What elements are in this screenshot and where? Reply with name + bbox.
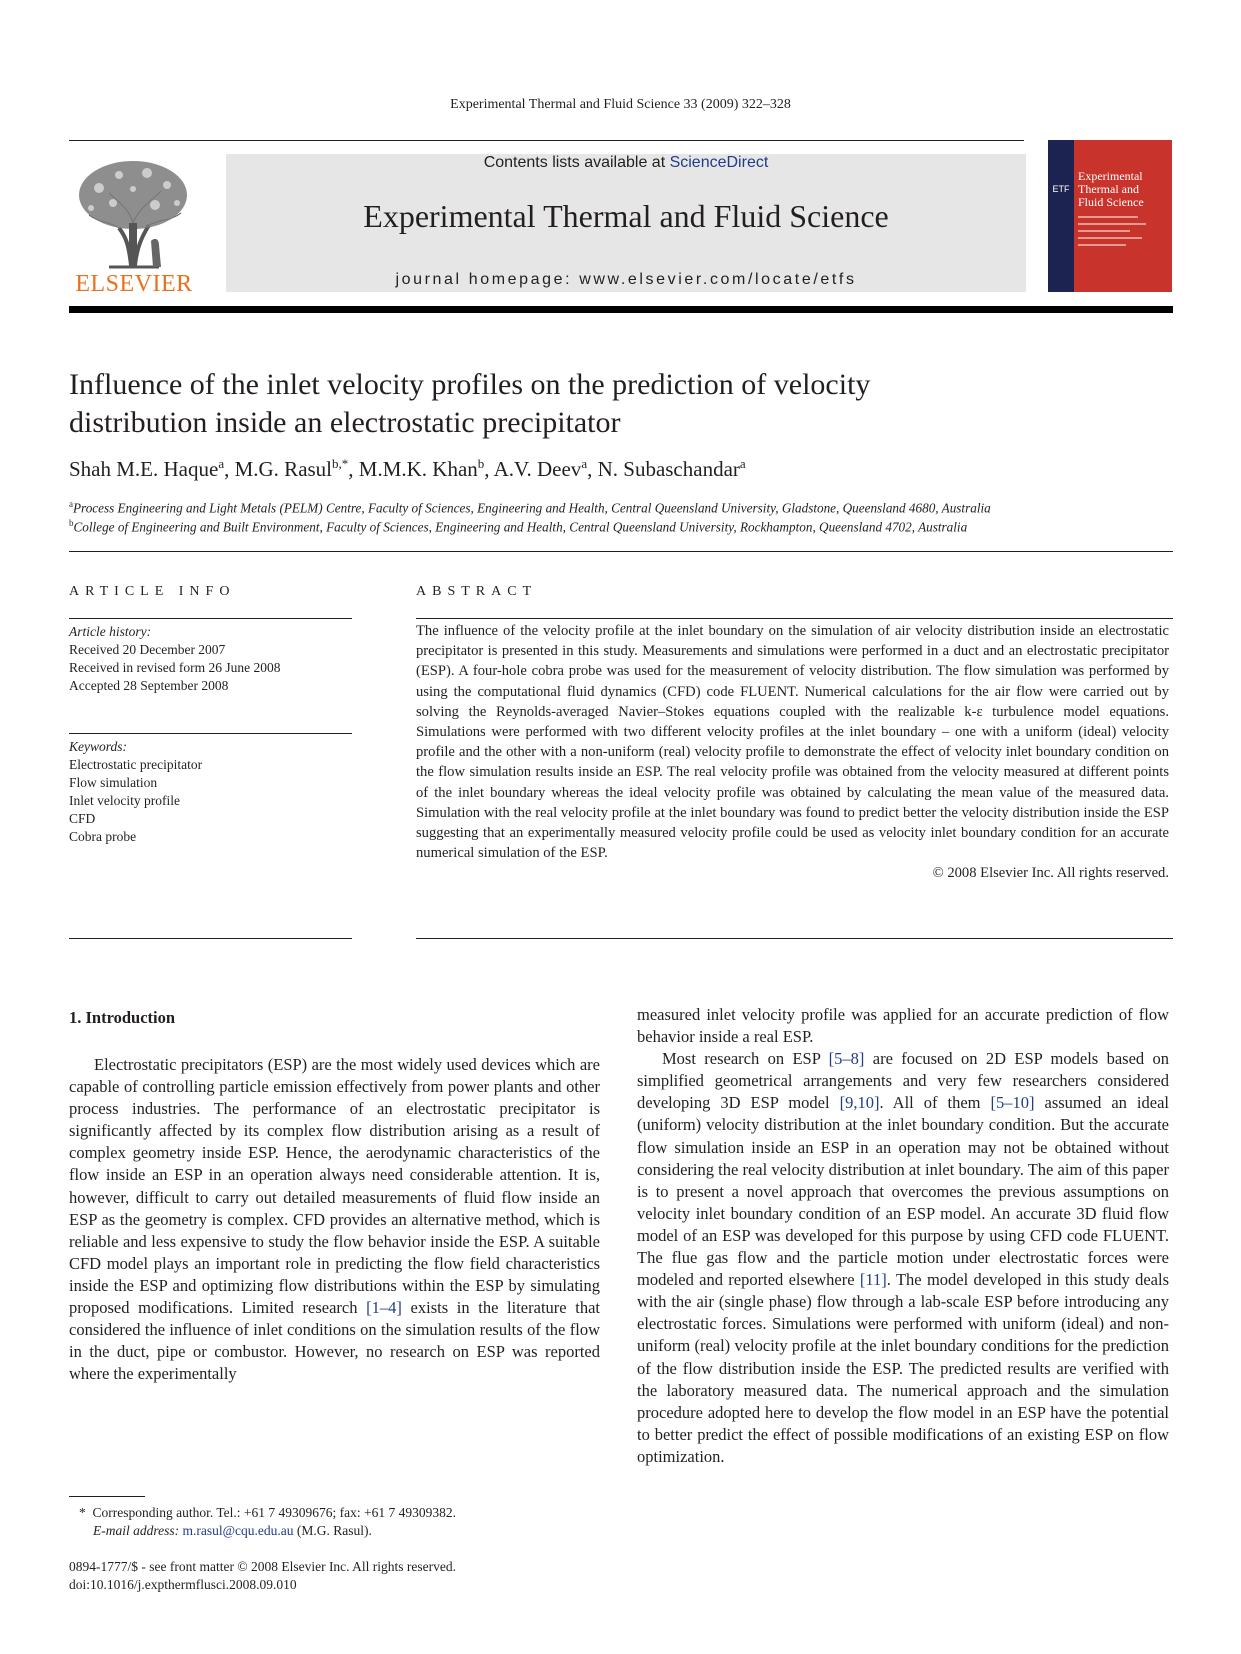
cover-title-line: Fluid Science (1078, 195, 1144, 209)
elsevier-wordmark: ELSEVIER (75, 271, 193, 297)
cover-title-line: Experimental (1078, 169, 1143, 183)
header-top-rule (69, 140, 1024, 141)
author[interactable]: Shah M.E. Haque$^a$ (69, 456, 225, 481)
issn-line: 0894-1777/$ - see front matter © 2008 Elsevier Inc. All rights reserved. (69, 1559, 457, 1574)
author-list: Shah M.E. Haque$^a$, M.G. Rasul$^{b,*}$, M.M.K. Khan$^b$, A.V. Deev$^a$, N. Subaschandar$^a$ (69, 456, 746, 481)
elsevier-logo[interactable] (69, 153, 199, 297)
citation-link[interactable]: [11] (859, 1270, 887, 1290)
abstract-paragraph: The influence of the velocity profile at the inlet boundary on the simulation of air velocity distribution inside an electrostatic precipitator is presented in this study. Measurements and simulations were performed in a duct and an electrostatic precipitator (ESP). A four-hole cobra probe was used for the measurement of velocity distribution. The flow simulation was performed by using the computational fluid dynamics (CFD) code FLUENT. Numerical calculations for the air flow were carried out by solving the Reynolds-averaged Navier–Stokes equations coupled with the realizable k-ε turbulence model equations. Simulations were performed with two different velocity profiles at the inlet boundary – one with a uniform (ideal) velocity profile and the other with a non-uniform (real) velocity profile to demonstrate the effect of velocity inlet boundary condition on the flow simulation results inside an ESP. The real velocity profile was obtained from the velocity measured at different points of the inlet boundary whereas the ideal velocity profile was obtained by calculating the mean value of the measured data. Simulation with the real velocity profile at the inlet boundary was found to predict better the velocity distribution inside the ESP suggesting that an experimentally measured velocity profile could be used as velocity inlet boundary condition for an accurate numerical simulation of the ESP. (416, 623, 1169, 862)
body-paragraph: Electrostatic precipitators (ESP) are the most widely used devices which are capable of controlling particle emission effectively from power plants and other process industries. The performance of an electrostatic precipitator is significantly affected by its complex flow distribution arising as a result of complex geometry inside ESP. Hence, the aerodynamic characteristics of the flow inside an ESP in an operation always need considerable attention. It is, however, difficult to carry out detailed measurements of fluid flow inside an ESP as the geometry is complex. CFD provides an alternative method, which is reliable and less expensive to study the flow behavior inside the ESP. A suitable CFD model plays an important role in predicting the flow field characteristics inside the ESP and optimizing flow distributions within the ESP by simulating proposed modifications. Limited research [1–4] exists in the literature that considered the influence of inlet conditions on the simulation results of the flow in the duct, pipe or combustor. However, no research on ESP was reported where the experimentally (69, 1055, 600, 1384)
body-paragraph: measured inlet velocity profile was applied for an accurate prediction of flow behavior inside a real ESP. (637, 1005, 1169, 1047)
citation-link[interactable]: [1–4] (366, 1298, 402, 1318)
affiliation-b: $^b$College of Engineering and Built Environment, Faculty of Sciences, Engineering and Health, Central Queensland University, Rockhampton, Queensland 4702, Australia (69, 518, 968, 535)
author[interactable]: N. Subaschandar$^a$ (597, 456, 746, 481)
section-heading-introduction: 1. Introduction (69, 1008, 176, 1027)
abstract-copyright: © 2008 Elsevier Inc. All rights reserved. (932, 865, 1169, 882)
cover-title (1078, 170, 1170, 209)
abstract-rule (416, 618, 1173, 619)
article-info-heading: ARTICLE INFO (69, 584, 236, 599)
citation-link[interactable]: [5–8] (828, 1049, 865, 1069)
cover-spine (1048, 140, 1074, 292)
bottom-publication-info (69, 1558, 609, 1594)
affiliation-rule (69, 551, 1173, 552)
intro-left-column (69, 1054, 600, 1385)
author[interactable]: M.G. Rasul$^{b,*}$ (234, 456, 349, 481)
title-line: Influence of the inlet velocity profiles on the prediction of velocity (69, 368, 871, 401)
history-label: Article history: (69, 624, 152, 639)
cover-badge: ETF (1052, 184, 1070, 194)
accepted-date: Accepted 28 September 2008 (69, 678, 229, 693)
abstract-bottom-rule (416, 938, 1173, 939)
author[interactable]: M.M.K. Khan$^b$ (358, 456, 485, 481)
homepage-prefix: journal homepage: (395, 271, 580, 288)
keyword: CFD (69, 811, 96, 826)
header-thick-rule (69, 306, 1173, 313)
cover-text-lines (1078, 216, 1148, 251)
abstract-body (416, 621, 1169, 884)
corresponding-author-note: * Corresponding author. Tel.: +61 7 49309676; fax: +61 7 49309382. E-mail address: m.rasul@cqu.edu.au (M.G. Rasul). (79, 1505, 457, 1538)
journal-name: Experimental Thermal and Fluid Science (363, 198, 889, 234)
journal-cover[interactable] (1048, 140, 1172, 292)
keyword: Cobra probe (69, 829, 137, 844)
keywords-rule (69, 733, 352, 734)
journal-homepage (226, 271, 1026, 289)
article-info-rule (69, 618, 352, 619)
keywords (69, 738, 352, 846)
article-title (69, 366, 1173, 442)
keyword: Electrostatic precipitator (69, 757, 203, 772)
title-line: distribution inside an electrostatic precipitator (69, 406, 621, 439)
article-info-bottom-rule (69, 938, 352, 939)
received-date: Received 20 December 2007 (69, 642, 226, 657)
sciencedirect-link[interactable]: ScienceDirect (669, 154, 769, 171)
citation-link[interactable]: [9,10] (839, 1093, 880, 1113)
contents-prefix: Contents lists available at (483, 154, 670, 171)
intro-right-column (637, 1004, 1169, 1468)
keywords-label: Keywords: (69, 739, 127, 754)
citation-link[interactable]: [5–10] (990, 1093, 1035, 1113)
body-paragraph: Most research on ESP [5–8] are focused on 2D ESP models based on simplified geometrical arrangements and very few researchers considered developing 3D ESP model [9,10]. All of them [5–10] assumed an ideal (uniform) velocity distribution at the inlet boundary condition. But the accurate flow simulation inside an ESP in an operation may not be obtained without considering the real velocity distribution at inlet boundary. The aim of this paper is to present a novel approach that overcomes the previous assumptions on velocity inlet boundary condition of an ESP model. An accurate 3D fluid flow model of an ESP was developed for this purpose by using CFD code FLUENT. The flue gas flow and the particle motion under electrostatic forces were modeled and reported elsewhere [11]. The model developed in this study deals with the air (single phase) flow through a lab-scale ESP before introducing any electrostatic forces. Simulations were performed with uniform (ideal) and non-uniform (real) velocity profile at the inlet boundary conditions for the prediction of the flow distribution inside the ESP. The predicted results are verified with the laboratory measured data. The numerical approach and the simulation procedure adopted here to develop the flow model in an ESP have the potential to better predict the effect of possible modifications of an existing ESP on flow optimization. (637, 1049, 1170, 1466)
email-link[interactable]: m.rasul@cqu.edu.au (182, 1523, 294, 1538)
contents-line (226, 154, 1026, 172)
revised-date: Received in revised form 26 June 2008 (69, 660, 281, 675)
homepage-url-link[interactable]: www.elsevier.com/locate/etfs (579, 271, 857, 288)
journal-reference: Experimental Thermal and Fluid Science 33 (2009) 322–328 (450, 97, 791, 112)
footnote-rule (69, 1496, 145, 1497)
abstract-heading: ABSTRACT (416, 584, 538, 599)
affiliation-a: $^a$Process Engineering and Light Metals (PELM) Centre, Faculty of Sciences, Engineering and Health, Central Queensland University, Gladstone, Queensland 4680, Australia (69, 499, 991, 516)
author[interactable]: A.V. Deev$^a$ (493, 456, 588, 481)
doi-line[interactable]: doi:10.1016/j.expthermflusci.2008.09.010 (69, 1577, 297, 1592)
cover-title-line: Thermal and (1078, 182, 1139, 196)
keyword: Flow simulation (69, 775, 158, 790)
keyword: Inlet velocity profile (69, 793, 180, 808)
article-history (69, 623, 352, 695)
